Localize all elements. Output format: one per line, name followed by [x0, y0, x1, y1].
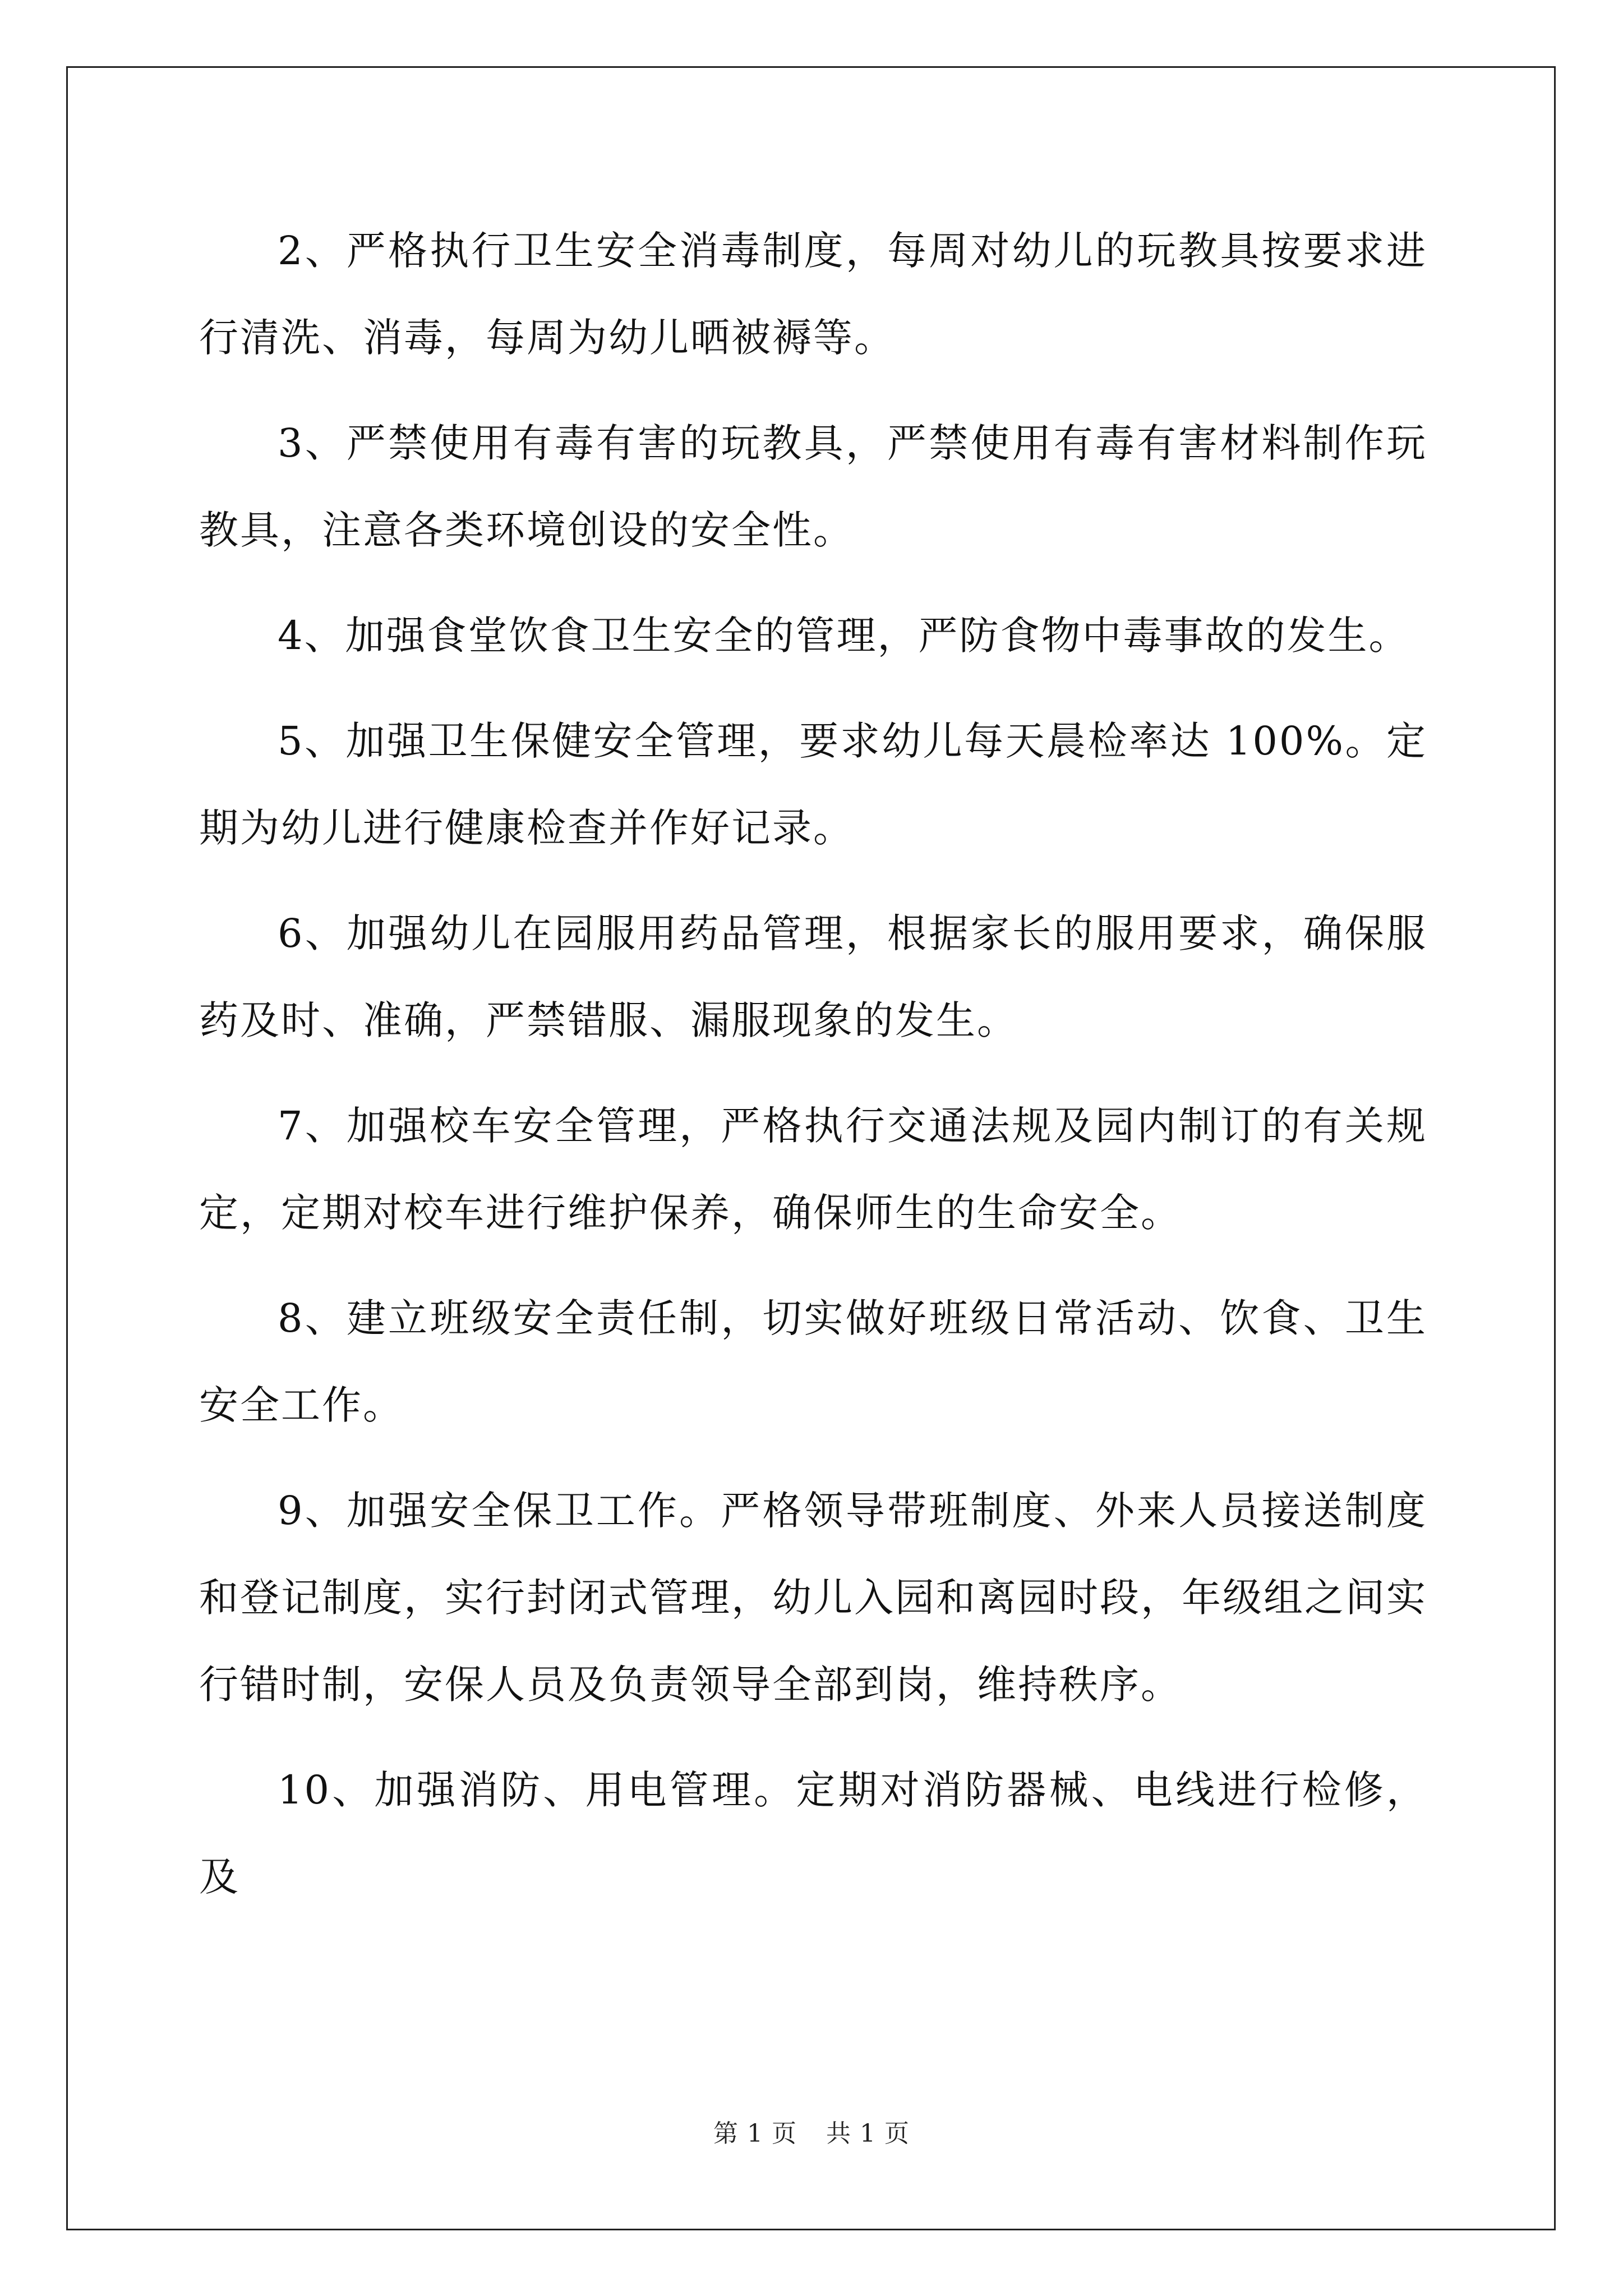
- paragraph-item-2: 2、严格执行卫生安全消毒制度，每周对幼儿的玩教具按要求进行清洗、消毒，每周为幼儿晒被褥等。: [199, 228, 1427, 361]
- paragraph-item-5: 5、加强卫生保健安全管理，要求幼儿每天晨检率达 100%。定期为幼儿进行健康检查并作好记录。: [199, 718, 1427, 851]
- paragraph-item-10: 10、加强消防、用电管理。定期对消防器械、电线进行检修，及: [199, 1767, 1427, 1900]
- paragraph-item-3: 3、严禁使用有毒有害的玩教具，严禁使用有毒有害材料制作玩教具，注意各类环境创设的安全性。: [199, 420, 1427, 553]
- page-footer: [0, 2117, 1623, 2151]
- paragraph-item-9: 9、加强安全保卫工作。严格领导带班制度、外来人员接送制度和登记制度，实行封闭式管理，幼儿入园和离园时段，年级组之间实行错时制，安保人员及负责领导全部到岗，维持秩序。: [199, 1488, 1427, 1708]
- paragraph-item-4: 4、加强食堂饮食卫生安全的管理，严防食物中毒事故的发生。: [278, 613, 1410, 659]
- paragraph-item-6: 6、加强幼儿在园服用药品管理，根据家长的服用要求，确保服药及时、准确，严禁错服、漏服现象的发生。: [199, 910, 1427, 1043]
- document-body: [199, 208, 1427, 1939]
- paragraph-item-7: 7、加强校车安全管理，严格执行交通法规及园内制订的有关规定，定期对校车进行维护保养，确保师生的生命安全。: [199, 1103, 1427, 1236]
- page-total: 共 1 页: [826, 2119, 910, 2148]
- paragraph-item-8: 8、建立班级安全责任制，切实做好班级日常活动、饮食、卫生安全工作。: [199, 1295, 1427, 1428]
- page-number: 第 1 页: [713, 2119, 797, 2148]
